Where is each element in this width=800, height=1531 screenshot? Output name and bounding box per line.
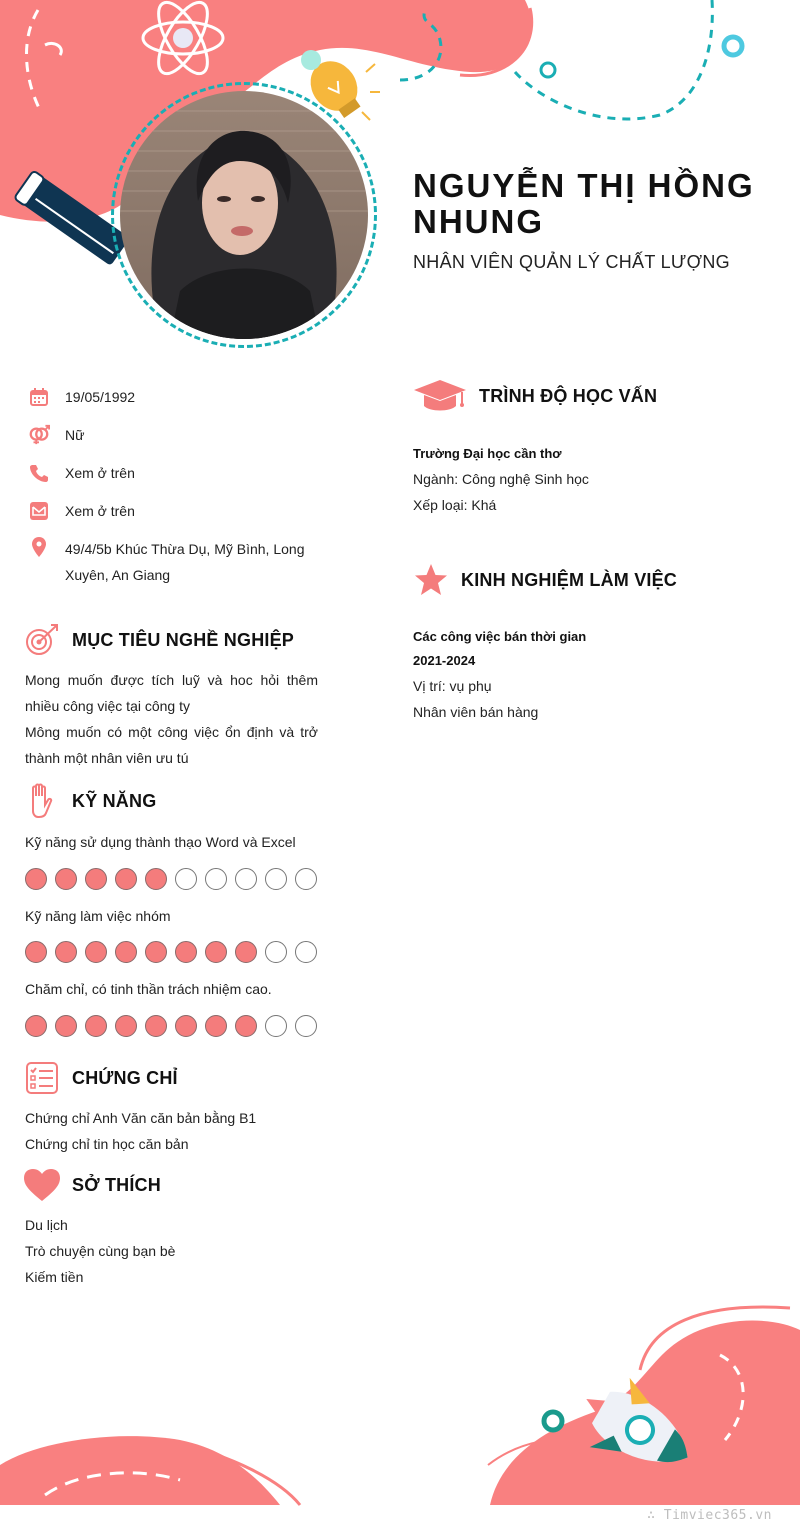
- rating-dot-filled: [115, 941, 137, 963]
- section-title: KINH NGHIỆM LÀM VIỆC: [461, 569, 678, 590]
- section-experience-header: [411, 560, 677, 600]
- experience-company: Các công việc bán thời gian: [413, 629, 587, 644]
- section-objective-header: [22, 620, 294, 660]
- graduation-cap-icon: [411, 376, 469, 416]
- rating-dot-empty: [295, 868, 317, 890]
- section-certificates-header: [22, 1058, 178, 1098]
- section-title: SỞ THÍCH: [72, 1174, 161, 1195]
- section-title: TRÌNH ĐỘ HỌC VẤN: [479, 385, 658, 406]
- section-hobbies-header: [22, 1165, 161, 1205]
- rating-dot-filled: [145, 868, 167, 890]
- rating-dot-filled: [25, 941, 47, 963]
- objective-line-1: Mong muốn được tích luỹ và hoc hỏi thêm nhiều công việc tại công ty: [25, 672, 318, 714]
- phone-icon: [28, 462, 50, 484]
- rating-dot-filled: [205, 1015, 227, 1037]
- section-education-header: [411, 376, 657, 416]
- objective-line-2: Mông muốn có một công việc ổn định và trở thành một nhân viên ưu tú: [25, 724, 318, 766]
- rating-dot-empty: [265, 941, 287, 963]
- name-line-2: NHUNG: [413, 203, 544, 240]
- heart-icon: [22, 1165, 62, 1205]
- skill-label: Kỹ năng làm việc nhóm: [25, 908, 171, 924]
- section-title: CHỨNG CHỈ: [72, 1067, 178, 1088]
- contact-gender: [28, 424, 328, 446]
- email-icon: [28, 500, 50, 522]
- rating-dot-filled: [85, 941, 107, 963]
- skill-label: Kỹ năng sử dụng thành thạo Word và Excel: [25, 834, 296, 850]
- rating-dot-empty: [205, 868, 227, 890]
- hobby-item: Kiếm tiền: [25, 1269, 84, 1285]
- rating-dot-filled: [85, 868, 107, 890]
- rating-dot-filled: [175, 1015, 197, 1037]
- rating-dot-empty: [265, 1015, 287, 1037]
- rating-dot-filled: [205, 941, 227, 963]
- contact-phone: [28, 462, 328, 484]
- rating-dot-filled: [145, 1015, 167, 1037]
- skill-rating: [25, 868, 317, 890]
- education-school: Trường Đại học cần thơ: [413, 446, 562, 461]
- section-title: MỤC TIÊU NGHỀ NGHIỆP: [72, 629, 295, 650]
- phone-value: Xem ở trên: [65, 465, 135, 481]
- rating-dot-filled: [55, 941, 77, 963]
- rating-dot-filled: [55, 1015, 77, 1037]
- birthday-value: 19/05/1992: [65, 389, 136, 405]
- rating-dot-filled: [85, 1015, 107, 1037]
- rating-dot-filled: [25, 868, 47, 890]
- hand-icon: [22, 781, 62, 821]
- gender-icon: [28, 424, 50, 446]
- checklist-icon: [22, 1058, 62, 1098]
- location-icon: [28, 536, 50, 558]
- education-major: Ngành: Công nghệ Sinh học: [413, 471, 589, 487]
- rating-dot-empty: [235, 868, 257, 890]
- rating-dot-filled: [175, 941, 197, 963]
- footer-decoration: [0, 1290, 800, 1531]
- contact-address: [28, 536, 328, 588]
- star-icon: [411, 560, 451, 600]
- skill-rating: [25, 941, 317, 963]
- rating-dot-filled: [235, 1015, 257, 1037]
- contact-email: [28, 500, 328, 522]
- rating-dot-filled: [115, 1015, 137, 1037]
- hobby-item: Du lịch: [25, 1217, 68, 1233]
- certificate-item: Chứng chỉ tin học căn bản: [25, 1136, 189, 1152]
- skill-label: Chăm chỉ, có tinh thần trách nhiệm cao.: [25, 981, 272, 997]
- address-value: 49/4/5b Khúc Thừa Dụ, Mỹ Bình, Long Xuyên, An Giang: [65, 541, 305, 583]
- rating-dot-filled: [55, 868, 77, 890]
- education-grade: Xếp loại: Khá: [413, 497, 497, 513]
- calendar-icon: [28, 386, 50, 408]
- experience-position: Vị trí: vụ phụ: [413, 678, 492, 694]
- rating-dot-filled: [115, 868, 137, 890]
- rating-dot-empty: [175, 868, 197, 890]
- rating-dot-filled: [145, 941, 167, 963]
- rating-dot-filled: [25, 1015, 47, 1037]
- rating-dot-empty: [265, 868, 287, 890]
- section-skills-header: [22, 781, 156, 821]
- email-value: Xem ở trên: [65, 503, 135, 519]
- candidate-name: [413, 168, 793, 240]
- contact-birthday: [28, 386, 328, 408]
- rating-dot-empty: [295, 1015, 317, 1037]
- target-icon: [22, 620, 62, 660]
- watermark: ∴ Timviec365.vn: [647, 1508, 772, 1523]
- name-line-1: NGUYỄN THỊ HỒNG: [413, 167, 755, 204]
- experience-period: 2021-2024: [413, 653, 476, 668]
- skill-rating: [25, 1015, 317, 1037]
- hobby-item: Trò chuyện cùng bạn bè: [25, 1243, 176, 1259]
- certificate-item: Chứng chỉ Anh Văn căn bản bằng B1: [25, 1110, 257, 1126]
- rating-dot-filled: [235, 941, 257, 963]
- experience-description: Nhân viên bán hàng: [413, 704, 539, 720]
- gender-value: Nữ: [65, 427, 85, 443]
- rating-dot-empty: [295, 941, 317, 963]
- job-title: NHÂN VIÊN QUẢN LÝ CHẤT LƯỢNG: [413, 252, 730, 272]
- section-title: KỸ NĂNG: [72, 790, 157, 811]
- avatar: [120, 91, 368, 339]
